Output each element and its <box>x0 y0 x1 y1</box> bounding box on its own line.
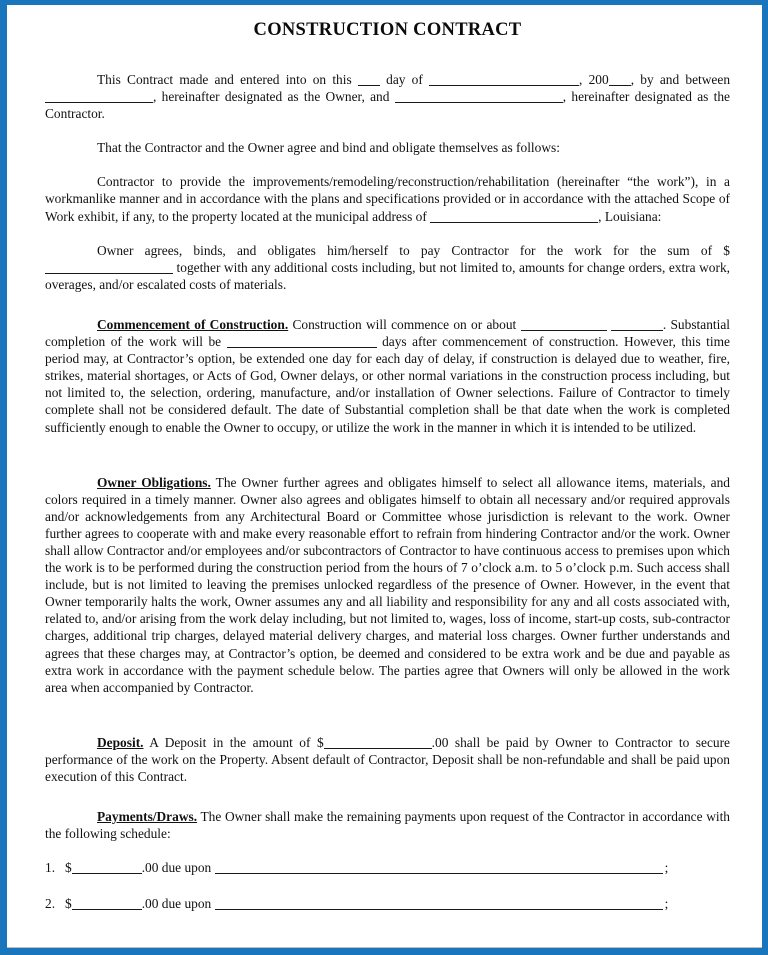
paragraph-intro <box>45 71 730 122</box>
blank-commence-date-1[interactable] <box>521 319 607 331</box>
document-body <box>7 20 762 912</box>
payments-text: The Owner shall make the remaining payments upon request of the Contractor in accordance with the following schedule: <box>45 809 730 842</box>
list-item <box>45 895 730 912</box>
paragraph-recital: That the Contractor and the Owner agree and bind and obligate themselves as follows: <box>97 140 560 156</box>
paragraph-commencement <box>45 316 730 436</box>
blank-municipal-address[interactable] <box>430 210 598 222</box>
payment-schedule-list <box>45 859 730 912</box>
intro-text-2: day of <box>386 72 423 87</box>
schedule-suffix-1: .00 due upon <box>141 860 212 876</box>
deposit-text-1: A Deposit in the amount of $ <box>149 734 324 750</box>
blank-draw-amount-1[interactable] <box>72 862 142 874</box>
list-item <box>45 859 730 876</box>
schedule-terminator-2: ; <box>664 896 669 912</box>
blank-draw-milestone-1[interactable] <box>215 862 663 874</box>
schedule-suffix-2: .00 due upon <box>141 896 212 912</box>
paragraph-payments-draws <box>45 808 730 842</box>
intro-text-6: , hereinafter designated as the Contractor. <box>45 89 730 122</box>
blank-deposit-amount[interactable] <box>324 737 432 749</box>
section-heading-deposit: Deposit. <box>97 734 144 750</box>
scope-text-2: , Louisiana: <box>598 208 662 224</box>
page-title: CONSTRUCTION CONTRACT <box>253 20 522 40</box>
blank-contractor-name[interactable] <box>395 91 563 103</box>
blank-commence-date-2[interactable] <box>611 319 663 331</box>
commencement-text-2: . <box>662 316 667 332</box>
paragraph-owner-obligations <box>45 474 730 696</box>
blank-substantial-completion-days[interactable] <box>227 336 377 348</box>
schedule-terminator-1: ; <box>664 860 669 876</box>
blank-year[interactable] <box>609 74 631 86</box>
commencement-text-4: days after commencement of construction. However, this time period may, at Contractor’s option, be extended one day for each day of delay, if construction is delayed due to weather, fire, strikes, material shortages, or Acts of God, Owner delays, or other normal variations in the construction process including, but not limited to, the selection, ordering, manufacture, and/or installation of Owner selections. Failure of Contractor to timely complete shall not be considered default. The date of Substantial completion shall be that date when the work is completed sufficiently enough to enable the Owner to occupy, or utilize the work in the manner in which it is intended to be utilized. <box>45 334 730 435</box>
schedule-currency-2: $ <box>65 896 72 912</box>
section-heading-owner-obligations: Owner Obligations. <box>97 474 211 490</box>
commencement-text-1: Construction will commence on or about <box>292 316 517 332</box>
blank-day[interactable] <box>358 74 380 86</box>
intro-text-1: This Contract made and entered into on this <box>97 72 352 87</box>
blank-draw-milestone-2[interactable] <box>215 898 663 910</box>
deposit-text-2: .00 shall be paid by Owner to Contractor to secure performance of the work on the Property. Absent default of Contractor, Deposit shall be non-refundable and shall be paid upon execution of this Contract. <box>45 734 730 784</box>
commencement-text-3: Substantial completion of the work will be <box>45 316 730 350</box>
paragraph-contract-sum <box>45 242 730 293</box>
owner-obligations-text: The Owner further agrees and obligates himself to select all allowance items, materials, and colors required in a timely manner. Owner also agrees and obligates himself to obtain all necessary and/or required approvals and/or acknowledgements from any Architectural Board or Committee whose jurisdiction is relevant to the work. Owner further agrees to cooperate with and make every reasonable effort to refrain from hindering Contractor and/or the work. Owner shall allow Contractor and/or employees and/or subcontractors of Contractor to have continuous access to premises upon which the work is to be performed during the construction period from the hours of 7 o’clock a.m. to 5 o’clock p.m. Such access shall include, but is not limited to leaving the premises unlocked regardless of the presence of Owner. However, in the event that Owner temporarily halts the work, Owner assumes any and all liability and responsibility for any and all costs associated with, related to, and/or arising from the work delay including, but not limited to, wages, loss of income, start-up costs, sub-contractor charges, additional trip charges, delayed material delivery charges, and material loss charges. Owner further understands and agrees that these charges may, at Contractor’s option, be deemed and considered to be extra work and be due and payable as extra work in accordance with the payment schedule below. The parties agree that Owners will only be allowed in the work area when accompanied by Contractor. <box>45 474 730 695</box>
paragraph-deposit <box>45 734 730 785</box>
schedule-currency-1: $ <box>65 860 72 876</box>
blank-owner-name[interactable] <box>45 91 153 103</box>
sum-text-1: Owner agrees, binds, and obligates him/herself to pay Contractor for the work for the sum of $ <box>97 242 730 258</box>
paragraph-scope <box>45 173 730 224</box>
blank-month[interactable] <box>429 74 579 86</box>
sum-text-2: together with any additional costs including, but not limited to, amounts for change orders, extra work, overages, and/or escalated costs of materials. <box>45 259 730 292</box>
intro-text-5: , hereinafter designated as the Owner, and <box>153 89 390 105</box>
section-heading-payments-draws: Payments/Draws. <box>97 809 198 825</box>
schedule-number-1: 1. <box>45 860 56 876</box>
schedule-number-2: 2. <box>45 896 56 912</box>
intro-text-4: , by and between <box>630 72 731 87</box>
intro-text-3: , 200 <box>579 72 609 87</box>
section-heading-commencement: Commencement of Construction. <box>97 316 289 332</box>
document-page <box>7 5 762 948</box>
scope-text-1: Contractor to provide the improvements/remodeling/reconstruction/rehabilitation (hereinafter “the work”), in a workmanlike manner and in accordance with the plans and specifications provided or in accordance with the attached Scope of Work exhibit, if any, to the property located at the municipal address of <box>45 174 730 224</box>
blank-draw-amount-2[interactable] <box>72 898 142 910</box>
blank-contract-sum[interactable] <box>45 261 173 273</box>
